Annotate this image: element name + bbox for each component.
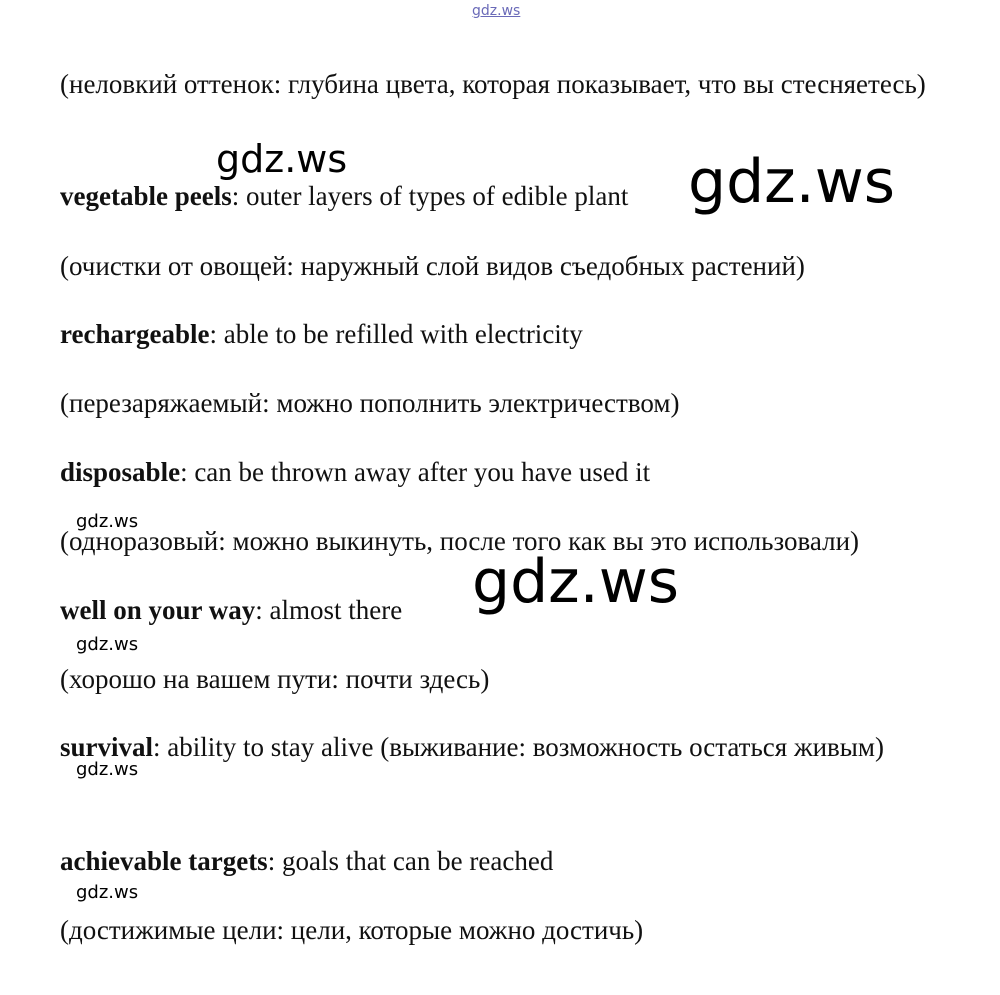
survival-definition-line2: живым): [793, 732, 885, 762]
achievable-targets-definition: : goals that can be reached: [267, 846, 554, 876]
vegetable-peels-translation: (очистки от овощей: наружный слой видов съедобных растений): [60, 251, 805, 281]
well-on-your-way-entry: [60, 597, 402, 624]
disposable-definition: : can be thrown away after you have used it: [180, 457, 651, 487]
well-on-your-way-term: well on your way: [60, 595, 256, 625]
disposable-term: disposable: [60, 457, 181, 487]
vegetable-peels-entry: [60, 183, 628, 210]
well-on-your-way-definition: : almost there: [255, 595, 403, 625]
disposable-entry: [60, 459, 650, 486]
disposable-translation: (одноразовый: можно выкинуть, после того как вы это использовали): [60, 526, 860, 556]
rechargeable-term: rechargeable: [60, 319, 210, 349]
well-on-your-way-translation: (хорошо на вашем пути: почти здесь): [60, 664, 490, 694]
awkward-tint-line1: (неловкий оттенок: глубина цвета, которая показывает, что вы: [60, 69, 775, 99]
watermark-small: gdz.ws: [76, 882, 139, 903]
survival-term: survival: [60, 732, 154, 762]
achievable-targets-entry: [60, 848, 553, 875]
awkward-tint-translation: [60, 62, 938, 106]
vegetable-peels-term: vegetable peels: [60, 181, 232, 211]
rechargeable-translation: (перезаряжаемый: можно пополнить электричеством): [60, 388, 680, 418]
watermark-small: gdz.ws: [76, 511, 139, 532]
watermark-small: gdz.ws: [76, 634, 139, 655]
rechargeable-definition: : able to be refilled with electricity: [209, 319, 583, 349]
top-watermark[interactable]: gdz.ws: [472, 3, 521, 19]
awkward-tint-line2: стесняетесь): [780, 69, 926, 99]
watermark-large-right: gdz.ws: [688, 147, 896, 217]
survival-entry: [60, 725, 938, 769]
watermark-mid: gdz.ws: [216, 137, 348, 181]
vegetable-peels-definition: : outer layers of types of edible plant: [231, 181, 629, 211]
achievable-targets-term: achievable targets: [60, 846, 268, 876]
rechargeable-entry: [60, 321, 583, 348]
watermark-small: gdz.ws: [76, 759, 139, 780]
achievable-targets-translation: (достижимые цели: цели, которые можно достичь): [60, 915, 644, 945]
survival-definition-line1: : ability to stay alive (выживание: возможность остаться: [153, 732, 788, 762]
watermark-large-center: gdz.ws: [472, 547, 680, 617]
